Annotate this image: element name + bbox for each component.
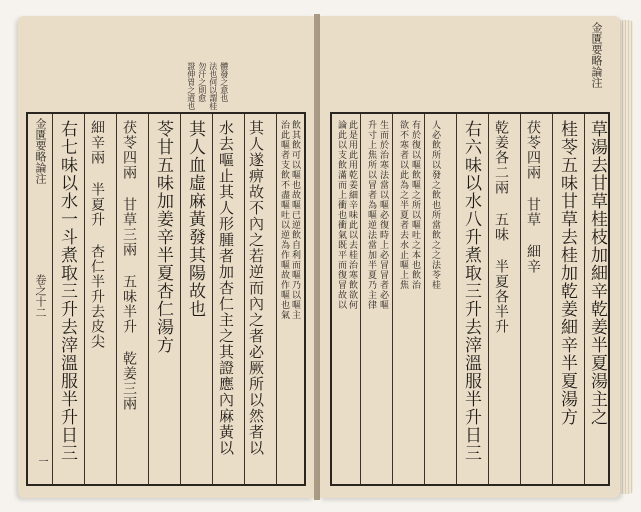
right-commentary-3: 升寸上焦所以冒者為嘔逆法當加半夏乃主律 <box>366 120 376 310</box>
left-volume: 卷之十二 <box>34 274 47 318</box>
right-commentary-4: 生而於治寒法當以嘔必復時上必冒冒者必嘔 <box>378 120 388 310</box>
left-col-4: 苓甘五味加姜辛半夏杏仁湯方 <box>153 120 173 354</box>
right-commentary-6: 有於復以嘔飲嘔之所以嘔吐之本也飲治 <box>410 120 420 290</box>
top-note-4: 體發之意也 <box>219 62 229 102</box>
left-col-5: 其人血虛麻黃發其陽故也 <box>185 120 205 318</box>
left-col-6: 水去嘔止其人形腫者加杏仁主之其證應內麻黃以 <box>217 120 235 456</box>
top-note-2: 勿汗之則愈 <box>197 62 207 102</box>
right-col-2: 桂苓五味甘草去桂加乾姜細辛半夏湯方 <box>557 120 577 426</box>
left-text-frame <box>26 112 306 486</box>
top-note-1: 證伸胃之道也 <box>186 62 196 110</box>
right-commentary-2: 此是用此用乾姜細辛味此以去桂治寒飲欲何 <box>347 120 357 310</box>
top-note-3: 法也何以謂桂 <box>208 62 218 110</box>
left-page <box>18 16 314 498</box>
right-commentary-1: 論此以支飲滿而上衝也衝氣既平而復冒故以 <box>336 120 346 310</box>
left-commentary-2: 飲其飲可以嘔也故嘔已逆飲自利而嘔乃以嘔主 <box>290 120 300 320</box>
right-col-4: 乾姜各二兩 五味 半夏各半升 <box>493 120 509 334</box>
left-folio: 一 <box>36 456 47 466</box>
right-page <box>320 16 620 498</box>
right-commentary-5: 欲不寒者以此為之半夏者去水止嘔上焦 <box>398 120 408 290</box>
right-col-5: 右六味以水八升煮取三升去滓溫服半升日三 <box>461 120 481 462</box>
left-col-7: 其人遂痹故不內之若逆而內之者必厥所以然者以 <box>247 120 265 456</box>
right-col-3: 茯苓四兩 甘草 細辛 <box>525 120 541 274</box>
left-col-2: 細辛兩 半夏升 杏仁半升去皮尖 <box>89 120 105 349</box>
right-col-1: 草湯去甘草桂枝加細辛乾姜半夏湯主之 <box>587 120 607 426</box>
left-commentary-1: 治此嘔者支飲不盡嘔吐以逆為作嘔故作嘔也氣 <box>279 120 289 320</box>
page-edge-stack <box>619 20 633 494</box>
right-text-frame <box>330 112 610 486</box>
left-col-3: 茯苓四兩 甘草三兩 五味半升 乾姜三兩 <box>121 120 137 411</box>
left-margin-title: 金匱要略論注 <box>34 118 47 184</box>
right-margin-title: 金匱要略論注 <box>590 22 603 88</box>
right-commentary-7: 人必飲所以發之飲也所當飲之之法苓桂 <box>430 120 440 290</box>
left-col-1: 右七味以水一斗煮取三升去滓溫服半升日三 <box>57 120 77 462</box>
